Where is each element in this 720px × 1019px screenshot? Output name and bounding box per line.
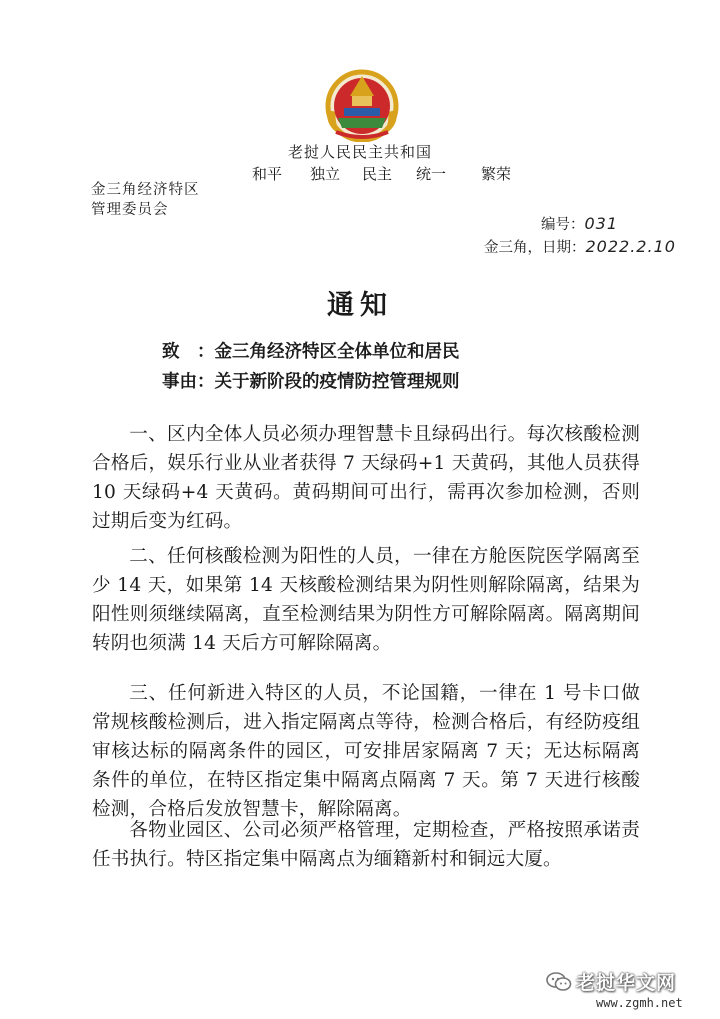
motto-word: 独立 — [310, 165, 341, 183]
motto-word: 和平 — [252, 165, 283, 183]
emblem-stupa-body — [352, 96, 372, 106]
wechat-icon — [546, 971, 572, 993]
national-emblem-icon — [322, 66, 402, 142]
body-paragraph-3: 三、任何新进入特区的人员，不论国籍，一律在 1 号卡口做常规核酸检测后，进入指定隔离点等待，检测合格后，有经防疫组审核达标的隔离条件的园区，可安排居家隔离 7 天；无达标隔离条件的单位，在特区指定集中隔离点隔离 7 天。第 7 天进行核酸检测，合格后发放智慧卡，解除隔离。 — [92, 683, 640, 820]
issuer-line-1: 金三角经济特区 — [91, 182, 200, 198]
emblem-road — [344, 108, 380, 116]
document-number-value: 031 — [584, 214, 619, 233]
place-date-label: 金三角，日期： — [484, 240, 586, 256]
place-and-date — [484, 236, 676, 257]
body-paragraph-2: 二、任何核酸检测为阳性的人员，一律在方舱医院医学隔离至少 14 天，如果第 14 天核酸检测结果为阴性则解除隔离，结果为阳性则须继续隔离，直至检测结果为阴性方可解除隔离。隔离期间转阴也须满 14 天后方可解除隔离。 — [92, 546, 640, 654]
document-number-label: 编号： — [541, 217, 585, 233]
notice-title: 通知 — [327, 290, 393, 321]
country-name: 老挝人民民主共和国 — [287, 143, 432, 161]
issuer-line-2: 管理委员会 — [91, 202, 169, 218]
subject-label: 事由： — [162, 372, 215, 392]
body-paragraph-4: 各物业园区、公司必须严格管理，定期检查，严格按照承诺责任书执行。特区指定集中隔离点为缅籍新村和铜远大厦。 — [92, 820, 640, 870]
motto-word: 繁荣 — [481, 165, 512, 183]
watermark-url: www.zgmh.net — [596, 996, 683, 1010]
addressee-label: 致 ： — [162, 342, 215, 362]
watermark-name: 老挝华文网 — [576, 972, 677, 994]
watermark — [540, 966, 710, 1016]
emblem-field — [338, 118, 386, 128]
addressee-line — [162, 338, 460, 363]
document-number — [541, 213, 618, 234]
addressee-value: 金三角经济特区全体单位和居民 — [214, 342, 460, 362]
subject-value: 关于新阶段的疫情防控管理规则 — [214, 372, 460, 392]
subject-line — [162, 368, 460, 393]
body-paragraph-1: 一、区内全体人员必须办理智慧卡且绿码出行。每次核酸检测合格后，娱乐行业从业者获得 7 天绿码+1 天黄码，其他人员获得 10 天绿码+4 天黄码。黄码期间可出行，需再次参加检测，否则过期后变为红码。 — [92, 424, 640, 532]
motto-word: 统一 — [416, 165, 447, 183]
date-value: 2022.2.10 — [585, 237, 676, 256]
motto-word: 民主 — [362, 165, 393, 183]
